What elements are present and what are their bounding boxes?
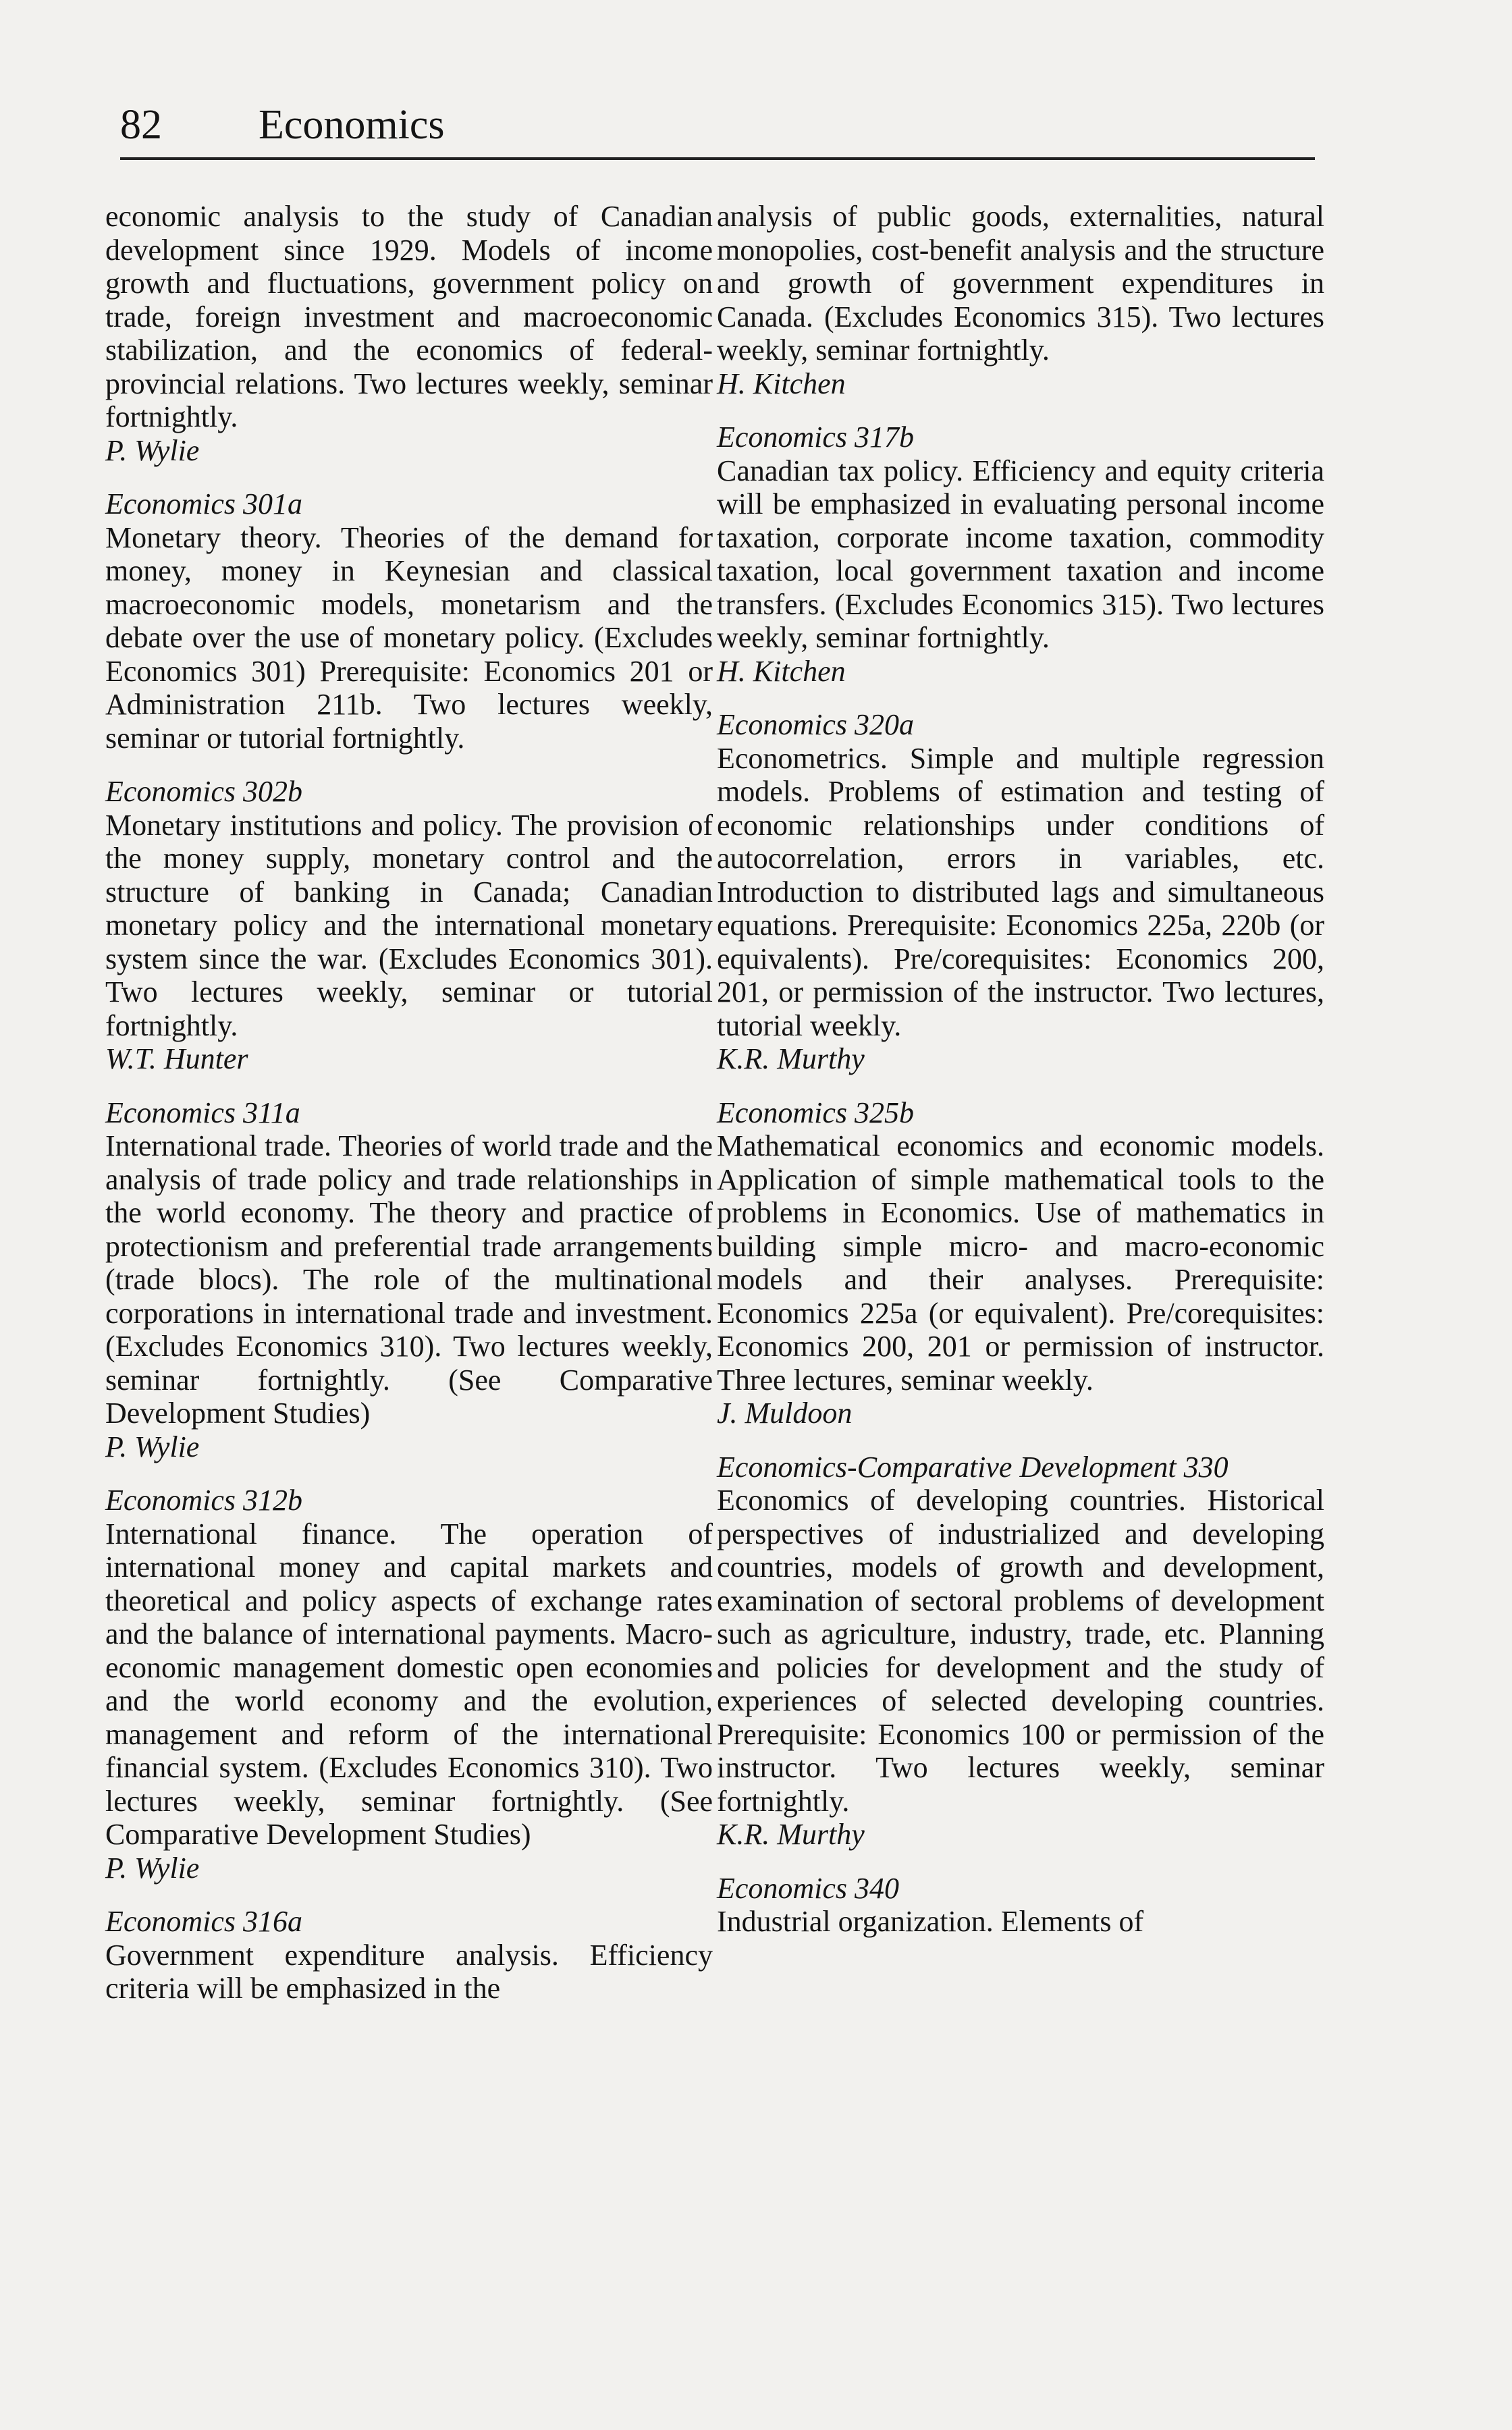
course-title: Economics 311a <box>105 1096 300 1129</box>
course-title: Economics 340 <box>717 1871 900 1905</box>
course-instructor: H. Kitchen <box>717 367 846 400</box>
course-entry <box>717 421 1324 688</box>
course-instructor: K.R. Murthy <box>717 1818 865 1851</box>
header-rule <box>120 157 1315 160</box>
course-title: Economics 312b <box>105 1484 303 1517</box>
page-header <box>120 94 1315 162</box>
course-instructor: P. Wylie <box>105 1851 200 1885</box>
course-title: Economics 316a <box>105 1905 303 1938</box>
course-instructor: J. Muldoon <box>717 1397 853 1430</box>
course-description: International trade. Theories of world trade and the analysis of trade policy and trade relationships in the world economy. The theory and practice of protectionism and preferential trade arrangements (trade blocs). The role of the multinational corporations in international trade and investment. (Excludes Economics 310). Two lectures weekly, seminar fortnightly. (See Comparative Development Studies) <box>105 1129 713 1430</box>
course-entry <box>717 1872 1324 1939</box>
course-entry <box>105 1096 713 1464</box>
course-description: International finance. The operation of international money and capital markets and theoretical and policy aspects of exchange rates and the balance of international payments. Macro-economic management domestic open economies and the world economy and the evolution, management and reform of the international financial system. (Excludes Economics 310). Two lectures weekly, seminar fortnightly. (See Comparative Development Studies) <box>105 1517 713 1851</box>
course-instructor: W.T. Hunter <box>105 1042 248 1075</box>
course-entry <box>717 708 1324 1076</box>
page-number: 82 <box>120 102 162 148</box>
course-description: Econometrics. Simple and multiple regression models. Problems of estimation and testing of economic relationships under conditions of autocorrelation, errors in variables, etc. Introduction to distributed lags and simultaneous equations. Prerequisite: Economics 225a, 220b (or equivalents). Pre/corequisites: Economics 200, 201, or permission of the instructor. Two lectures, tutorial weekly. <box>717 741 1324 1042</box>
course-description: Government expenditure analysis. Efficiency criteria will be emphasized in the <box>105 1938 713 2005</box>
course-entry <box>717 1096 1324 1430</box>
page-title: Economics <box>259 102 445 148</box>
course-entry <box>105 200 713 467</box>
course-description: Monetary institutions and policy. The provision of the money supply, monetary control and the structure of banking in Canada; Canadian monetary policy and the international monetary system since the war. (Excludes Economics 301). Two lectures weekly, seminar or tutorial fortnightly. <box>105 808 713 1042</box>
course-title: Economics-Comparative Development 330 <box>717 1450 1228 1484</box>
course-title: Economics 317b <box>717 421 915 454</box>
course-entry <box>105 487 713 755</box>
course-description: Economics of developing countries. Historical perspectives of industrialized and developing countries, models of growth and development, examination of sectoral problems of development such as agriculture, industry, trade, etc. Planning and policies for development and the study of experiences of selected developing countries. Prerequisite: Economics 100 or permission of the instructor. Two lectures weekly, seminar fortnightly. <box>717 1484 1324 1818</box>
course-title: Economics 325b <box>717 1096 915 1129</box>
course-instructor: P. Wylie <box>105 433 200 467</box>
course-instructor: H. Kitchen <box>717 654 846 688</box>
course-description: analysis of public goods, externalities, natural monopolies, cost-benefit analysis and the structure and growth of government expenditures in Canada. (Excludes Economics 315). Two lectures weekly, seminar fortnightly. <box>717 200 1324 367</box>
course-entry <box>717 200 1324 400</box>
course-title: Economics 301a <box>105 487 303 520</box>
course-entry <box>105 1484 713 1885</box>
course-entry <box>105 775 713 1076</box>
right-column <box>717 200 1324 1959</box>
course-description: Industrial organization. Elements of <box>717 1905 1144 1938</box>
course-description: Mathematical economics and economic models. Application of simple mathematical tools to the problems in Economics. Use of mathematics in building simple micro- and macro-economic models and their analyses. Prerequisite: Economics 225a (or equivalent). Pre/corequisites: Economics 200, 201 or permission of instructor. Three lectures, seminar weekly. <box>717 1129 1324 1397</box>
left-column <box>105 200 713 2026</box>
course-description: Canadian tax policy. Efficiency and equity criteria will be emphasized in evaluating personal income taxation, corporate income taxation, commodity taxation, local government taxation and income transfers. (Excludes Economics 315). Two lectures weekly, seminar fortnightly. <box>717 454 1324 654</box>
course-instructor: K.R. Murthy <box>717 1042 865 1075</box>
course-instructor: P. Wylie <box>105 1430 200 1463</box>
course-title: Economics 320a <box>717 708 915 741</box>
course-entry <box>717 1451 1324 1852</box>
course-title: Economics 302b <box>105 775 303 808</box>
course-entry <box>105 1905 713 2005</box>
course-description: Monetary theory. Theories of the demand for money, money in Keynesian and classical macroeconomic models, monetarism and the debate over the use of monetary policy. (Excludes Economics 301) Prerequisite: Economics 201 or Administration 211b. Two lectures weekly, seminar or tutorial fortnightly. <box>105 520 713 755</box>
course-description: economic analysis to the study of Canadian development since 1929. Models of income growth and fluctuations, government policy on trade, foreign investment and macroeconomic stabilization, and the economics of federal-provincial relations. Two lectures weekly, seminar fortnightly. <box>105 200 713 433</box>
